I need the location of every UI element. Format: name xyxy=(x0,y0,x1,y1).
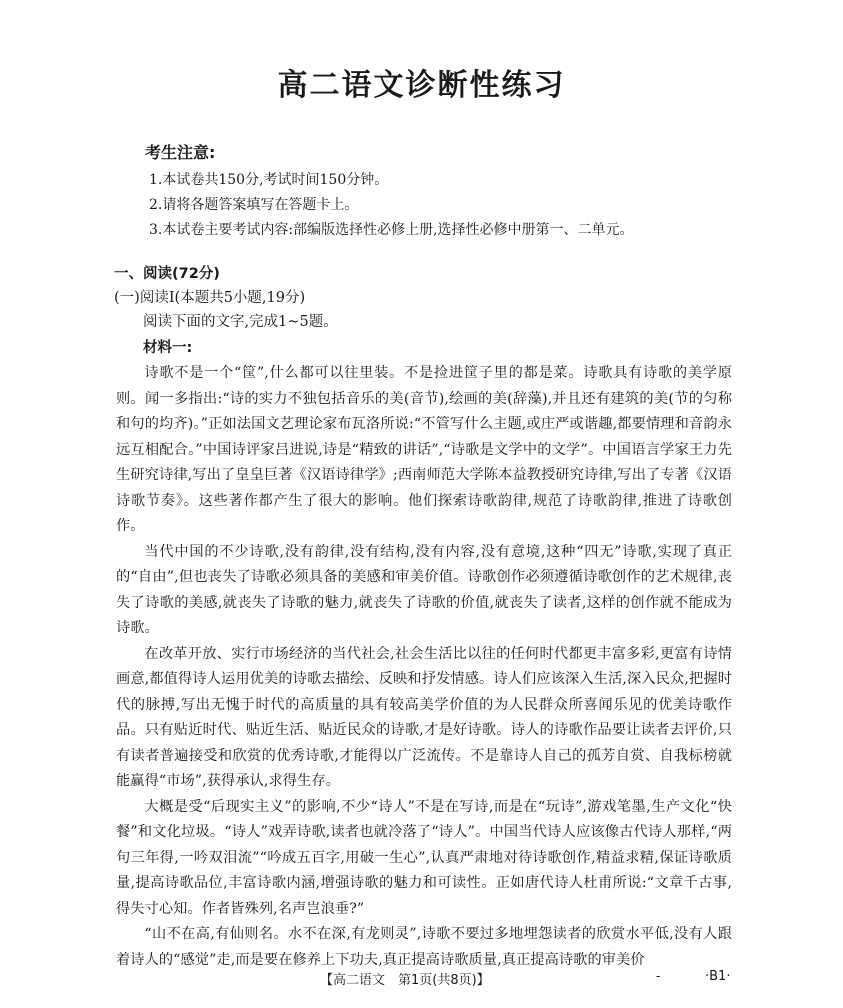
page-number-label: 【高二语文 第1页(共8页)】 xyxy=(320,973,490,988)
body-paragraph: 诗歌不是一个“筐”,什么都可以往里装。不是捡进筐子里的都是菜。诗歌具有诗歌的美学原则。闻一多指出:“诗的实力不独包括音乐的美(音节),绘画的美(辞藻),并且还有建筑的美(节的匀称和句的均齐)。”正如法国文艺理论家布瓦洛所说:“不管写什么主题,或庄严或谐趣,都要情理和音韵永远互相配合。”中国诗评家吕进说,诗是“精致的讲话”,“诗歌是文学中的文学”。中国语言学家王力先生研究诗律,写出了皇皇巨著《汉语诗律学》;西南师范大学陈本益教授研究诗律,写出了专著《汉语诗歌节奏》。这些著作都产生了很大的影响。他们探索诗歌韵律,规范了诗歌韵律,推进了诗歌创作。 xyxy=(116,365,732,534)
body-paragraph: 大概是受“后现实主义”的影响,不少“诗人”不是在写诗,而是在“玩诗”,游戏笔墨,生产文化“快餐”和文化垃圾。“诗人”戏弄诗歌,读者也就冷落了“诗人”。中国当代诗人应该像古代诗人那样,“两句三年得,一吟双泪流”“吟成五百字,用破一生心”,认真严肃地对待诗歌创作,精益求精,保证诗歌质量,提高诗歌品位,丰富诗歌内涵,增强诗歌的魅力和可读性。正如唐代诗人杜甫所说:“文章千古事,得失寸心知。作者皆殊列,名声岂浪垂?” xyxy=(116,798,732,917)
body-paragraph: 当代中国的不少诗歌,没有韵律,没有结构,没有内容,没有意境,这种“四无”诗歌,实现了真正的“自由”,但也丧失了诗歌必须具备的美感和审美价值。诗歌创作必须遵循诗歌创作的艺术规律,丧失了诗歌的美感,就丧失了诗歌的魅力,就丧失了诗歌的价值,就丧失了读者,这样的创作就不能成为诗歌。 xyxy=(116,543,732,636)
material-body xyxy=(116,361,732,973)
exam-notice xyxy=(145,142,765,243)
body-paragraph: 在改革开放、实行市场经济的当代社会,社会生活比以往的任何时代都更丰富多彩,更富有诗情画意,都值得诗人运用优美的诗歌去描绘、反映和抒发情感。诗人们应该深入生活,深入民众,把握时代的脉搏,写出无愧于时代的高质量的具有较高美学价值的为人民群众所喜闻乐见的优美诗歌作品。只有贴近时代、贴近生活、贴近民众的诗歌,才是好诗歌。诗人的诗歌作品要让读者去评价,只有读者普遍接受和欣赏的优秀诗歌,才能得以广泛流传。不是靠诗人自己的孤芳自赏、自我标榜就能赢得“市场”,获得承认,求得生存。 xyxy=(116,645,732,789)
notice-heading: 考生注意: xyxy=(145,143,216,162)
material-label: 材料一: xyxy=(143,340,193,356)
exam-code: ·B1· xyxy=(705,969,731,984)
section-subheading: (一)阅读Ⅰ(本题共5小题,19分) xyxy=(114,290,306,306)
page-title: 高二语文诊断性练习 xyxy=(277,68,566,103)
reading-section-header xyxy=(114,262,734,361)
footer-mark: - xyxy=(656,969,661,984)
section-heading: 一、阅读(72分) xyxy=(114,266,220,282)
body-paragraph: “山不在高,有仙则名。水不在深,有龙则灵”,诗歌不要过多地埋怨读者的欣赏水平低,没有人跟着诗人的“感觉”走,而是要在修养上下功夫,真正提高诗歌质量,真正提高诗歌的审美价 xyxy=(116,926,732,968)
section-instruction: 阅读下面的文字,完成1~5题。 xyxy=(143,314,338,330)
notice-item: 2.请将各题答案填写在答题卡上。 xyxy=(149,197,359,213)
page-footer xyxy=(0,969,843,993)
notice-item: 3.本试卷主要考试内容:部编版选择性必修上册,选择性必修中册第一、二单元。 xyxy=(149,222,634,238)
notice-item: 1.本试卷共150分,考试时间150分钟。 xyxy=(149,172,389,188)
